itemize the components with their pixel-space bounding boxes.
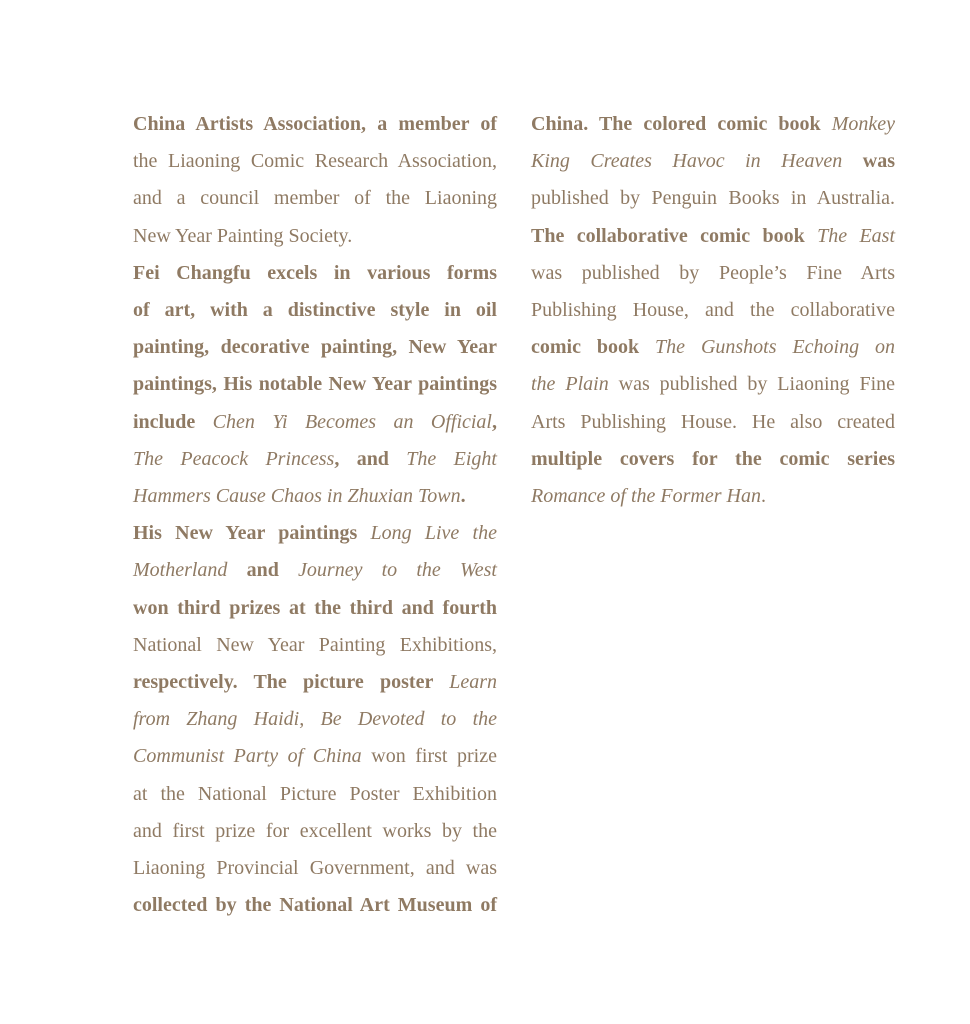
text-segment: and: [227, 559, 299, 582]
text-line: [531, 218, 895, 255]
text-line: won third prizes at the third and fourth: [133, 596, 497, 619]
text-segment: King Creates Havoc in Heaven: [531, 150, 843, 173]
text-line: from Zhang Haidi, Be Devoted to the: [133, 708, 497, 731]
text-segment: Journey to the West: [298, 559, 497, 582]
text-segment: Communist Party of China: [133, 745, 362, 768]
text-line: paintings, His notable New Year paintings: [133, 373, 497, 396]
text-line: [531, 366, 895, 403]
text-segment: China. The colored comic book: [531, 113, 832, 135]
text-segment: , and: [334, 447, 407, 470]
text-line: [133, 738, 497, 775]
text-segment: was published by Liaoning Fine: [608, 373, 896, 396]
left-text-column: [133, 106, 497, 924]
text-line: at the National Picture Poster Exhibition: [133, 782, 497, 805]
text-line: [531, 143, 895, 180]
text-line: collected by the National Art Museum of: [133, 894, 497, 917]
text-line: [531, 106, 895, 143]
text-segment: Chen Yi Becomes an Official: [212, 410, 492, 433]
text-line: published by Penguin Books in Australia.: [531, 187, 895, 210]
right-text-column: [531, 106, 895, 515]
text-line: [133, 404, 497, 441]
text-segment: .: [460, 485, 466, 508]
text-segment: Long Live the: [370, 522, 497, 545]
text-line: multiple covers for the comic series: [531, 447, 895, 470]
text-segment: .: [760, 485, 766, 508]
text-segment: The Eight: [406, 447, 497, 470]
text-line: [133, 478, 497, 515]
text-line: [133, 552, 497, 589]
text-line: was published by People’s Fine Arts: [531, 261, 895, 284]
text-line: New Year Painting Society.: [133, 224, 353, 247]
text-segment: the Plain: [531, 373, 609, 396]
text-segment: Motherland: [133, 559, 228, 582]
text-segment: The collaborative comic book: [531, 224, 818, 247]
text-line: China Artists Association, a member of: [133, 113, 497, 135]
text-segment: respectively. The picture poster: [133, 671, 450, 694]
text-line: [531, 329, 895, 366]
text-segment: ,: [492, 410, 497, 433]
text-line: [133, 664, 497, 701]
text-segment: His New Year paintings: [133, 522, 371, 545]
text-segment: Monkey: [831, 113, 895, 135]
text-segment: The Gunshots Echoing on: [655, 336, 896, 359]
text-segment: The Peacock Princess: [133, 447, 335, 470]
text-segment: was: [842, 150, 895, 173]
text-segment: The East: [817, 224, 895, 247]
text-segment: comic book: [531, 336, 656, 359]
text-line: [531, 478, 895, 515]
text-segment: Romance of the Former Han: [531, 485, 761, 508]
text-segment: Learn: [449, 671, 497, 694]
text-line: painting, decorative painting, New Year: [133, 336, 497, 359]
text-line: [133, 515, 497, 552]
text-line: and a council member of the Liaoning: [133, 187, 497, 210]
text-segment: won first prize: [361, 745, 497, 768]
text-line: Liaoning Provincial Government, and was: [133, 857, 497, 880]
text-line: the Liaoning Comic Research Association,: [133, 150, 497, 173]
text-segment: include: [133, 410, 213, 433]
text-segment: Hammers Cause Chaos in Zhuxian Town: [133, 485, 461, 508]
text-line: of art, with a distinctive style in oil: [133, 299, 497, 322]
text-line: Publishing House, and the collaborative: [531, 299, 895, 322]
text-line: [133, 441, 497, 478]
text-line: Arts Publishing House. He also created: [531, 410, 895, 433]
text-line: Fei Changfu excels in various forms: [133, 261, 497, 284]
text-line: National New Year Painting Exhibitions,: [133, 633, 497, 656]
text-line: and first prize for excellent works by the: [133, 819, 497, 842]
